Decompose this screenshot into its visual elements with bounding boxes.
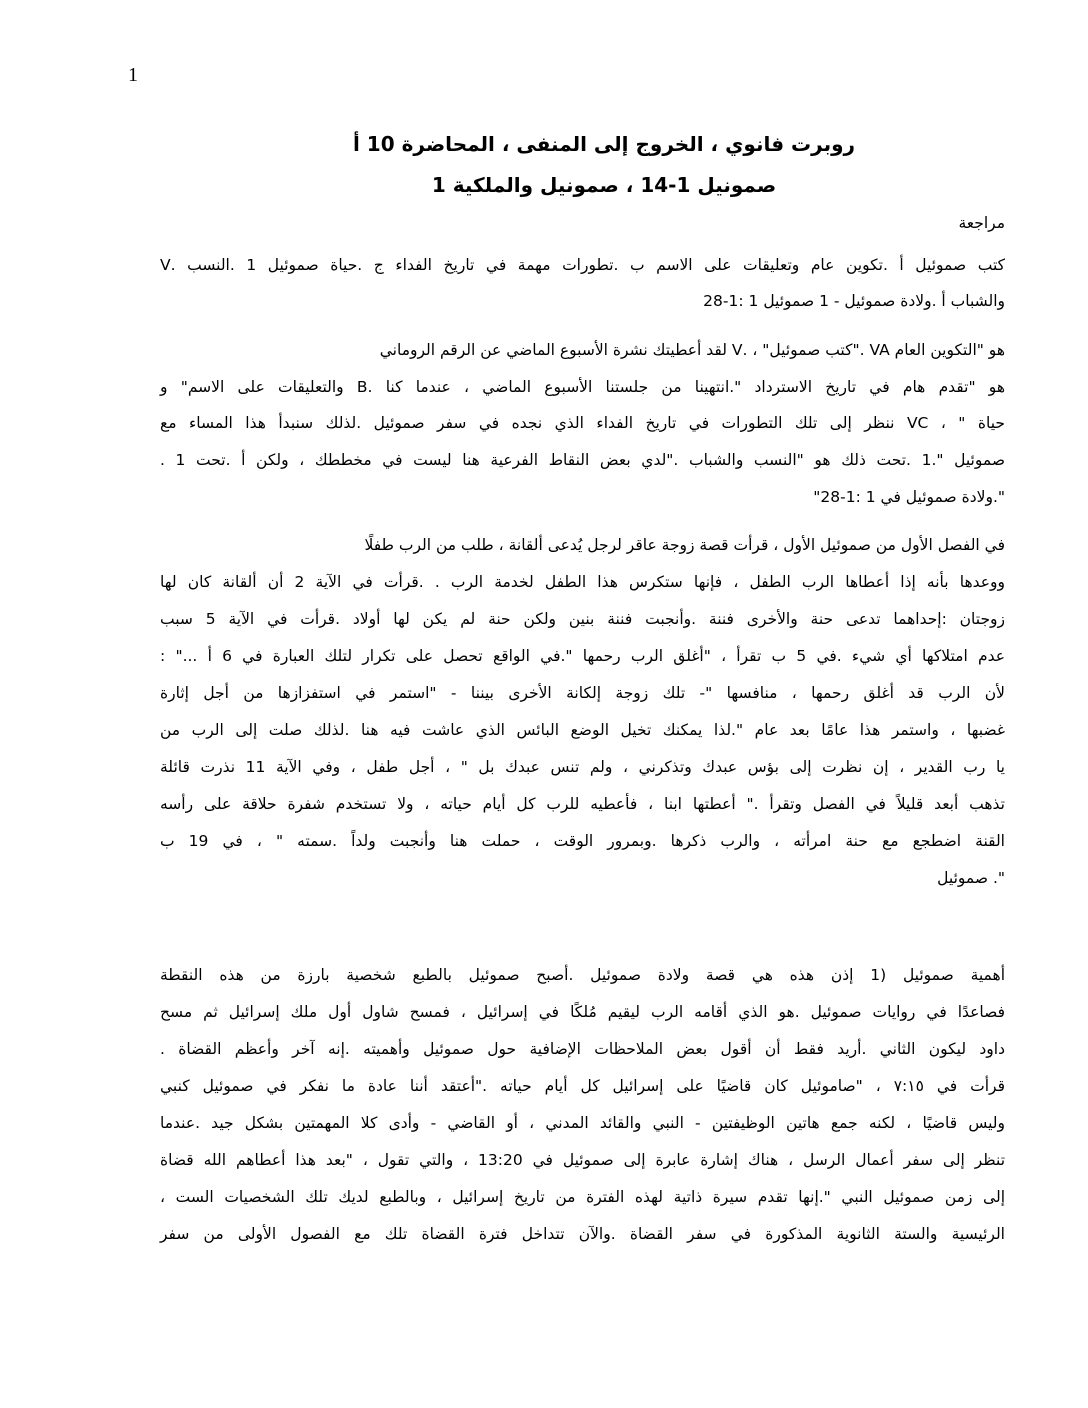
body-line: قرأت في ٧:١٥ ، "صاموئيل كان قاضيًا على إسرائيل كل أيام حياته ."أعتقد أننا عادة ما نفكر في صموئيل كنبي [160, 1077, 1006, 1095]
body-line: غضبها ، واستمر هذا عامًا بعد عام ".لذا يمكنك تخيل الوضع البائس الذي عاشت فيه هنا .لذلك صلت إلى الرب من [160, 721, 1005, 739]
document-subtitle: صمونيل 1-14 ، صمونيل والملكية 1 [431, 173, 777, 197]
body-line: كتب صموئيل أ .تكوين عام وتعليقات على الاسم ب .تطورات مهمة في تاريخ الفداء ج .حياة صموئيل 1 .النسب .V [160, 256, 1005, 274]
body-line: هو "التكوين العام VA ."كتب صموئيل" ، .V لقد أعطيتك نشرة الأسبوع الماضي عن الرقم الروماني [379, 341, 1005, 359]
body-line: يا رب القدير ، إن نظرت إلى بؤس عبدك وتذكرني ، ولم تنس عبدك بل " ، أجل طفل ، وفي الآية 11 نذرت قائلة [160, 758, 1005, 776]
body-line: ووعدها بأنه إذا أعطاها الرب الطفل ، فإنها ستكرس هذا الطفل لخدمة الرب . .قرأت في الآية 2 أن ألقانة كان لها [160, 573, 1005, 591]
body-line: في الفصل الأول من صموئيل الأول ، قرأت قصة زوجة عاقر لرجل يُدعى ألقانة ، طلب من الرب طفلًا [364, 536, 1005, 554]
body-line: وليس قاضيًا ، لكنه جمع هاتين الوظيفتين - النبي والقائد المدني ، أو القاضي - وأدى كلا المهمتين بشكل جيد .عندما [160, 1114, 1005, 1132]
body-line: ".ولادة صموئيل في 1 :1-28" [813, 488, 1005, 506]
body-line: حياة " ، VC ننظر إلى تلك التطورات في تاريخ الفداء الذي نجده في سفر صموئيل .لذلك سنبدأ هذا المساء مع [160, 414, 1005, 432]
body-line: فصاعدًا في روايات صموئيل .هو الذي أقامه الرب ليقيم مُلكًا في إسرائيل ، فمسح شاول أول ملك إسرائيل ثم مسح [160, 1003, 1005, 1021]
page-number: 1 [128, 64, 138, 86]
body-line: تنظر إلى سفر أعمال الرسل ، هناك إشارة عابرة إلى صموئيل في 13:20 ، والتي تقول ، "بعد هذا أعطاهم الله قضاة [160, 1151, 1006, 1169]
body-line: صموئيل ".1 .تحت ذلك هو "النسب والشباب ."لدي بعض النقاط الفرعية هنا ليست في مخططك ، ولكن أ .تحت 1 . [160, 451, 1005, 469]
body-line: لأن الرب قد أغلق رحمها ، منافسها "- تلك زوجة إلكانة الأخرى بيننا - "استمر في استفزازها من أجل إثارة [160, 684, 1005, 702]
body-line: ". صموئيل [937, 869, 1005, 887]
body-line: والشباب أ .ولادة صموئيل - 1 صموئيل 1 :1-28 [703, 292, 1005, 310]
body-line: القنة اضطجع مع حنة امرأته ، والرب ذكرها .وبمرور الوقت ، حملت هنا وأنجبت ولداً .سمته " ، في 19 ب [160, 832, 1005, 850]
body-line: عدم امتلاكها أي شيء .في 5 ب تقرأ ، "أغلق الرب رحمها ".في الواقع تحصل على تكرار لتلك العبارة في 6 أ ..." : [160, 647, 1005, 665]
body-line: الرئيسية والستة الثانوية المذكورة في سفر القضاة .والآن تتداخل فترة القضاة تلك مع الفصول الأولى من سفر [160, 1225, 1005, 1243]
body-line: إلى زمن صموئيل النبي ".إنها تقدم سيرة ذاتية لهذه الفترة من تاريخ إسرائيل ، وبالطبع لديك تلك الشخصيات الست ، [160, 1188, 1005, 1206]
body-line: أهمية صموئيل (1 إذن هذه هي قصة ولادة صموئيل .أصبح صموئيل بالطبع شخصية بارزة من هذه النقطة [160, 966, 1005, 984]
body-line: تذهب أبعد قليلاً في الفصل وتقرأ ." أعطتها ابنا ، فأعطيه للرب كل أيام حياته ، ولا تستخدم شفرة حلاقة على رأسه [160, 795, 1005, 813]
body-line: هو "تقدم هام في تاريخ الاسترداد ".انتهينا من جلستنا الأسبوع الماضي ، عندما كنا .B والتعليقات على الاسم" و [160, 378, 1005, 396]
section-heading-review: مراجعة [958, 214, 1005, 232]
document-title: روبرت فانوي ، الخروج إلى المنفى ، المحاضرة 10 أ [352, 132, 856, 156]
body-line: داود ليكون الثاني .أريد فقط أن أقول بعض الملاحظات الإضافية حول صموئيل وأهميته .إنه آخر وأعظم القضاة . [160, 1040, 1005, 1058]
body-line: زوجتان :إحداهما تدعى حنة والأخرى فننة .وأنجبت فننة بنين ولكن حنة لم يكن لها أولاد .قرأت في الآية 5 سبب [160, 610, 1006, 628]
